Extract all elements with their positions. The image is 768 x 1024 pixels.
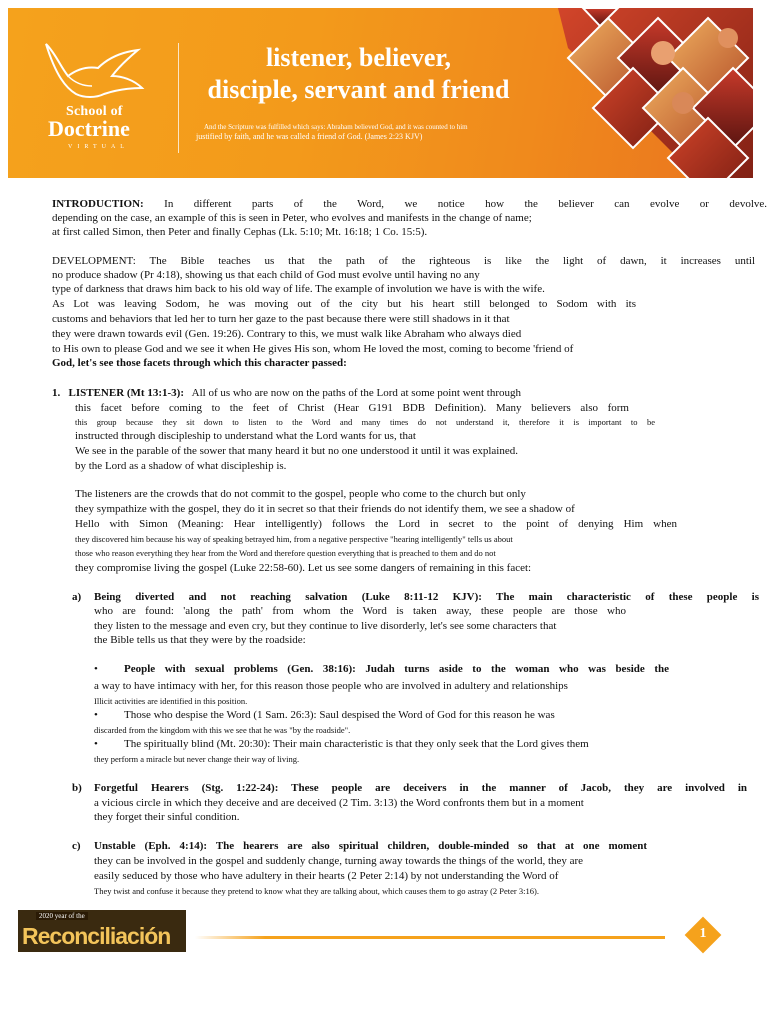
bullet-2-line-1: Those who despise the Word (1 Sam. 26:3): Saul despised the Word of God for this reason he was <box>124 709 555 721</box>
item-c-line-1: Unstable (Eph. 4:14): The hearers are also spiritual children, double-minded so that at one moment <box>94 840 647 852</box>
dev-line-4: As Lot was leaving Sodom, he was moving out of the city but his heart still belonged to Sodom with its <box>52 298 636 310</box>
listener-heading: LISTENER (Mt 13:1-3): <box>68 387 184 399</box>
bullet-1-line-2: a way to have intimacy with her, for this reason those people who are involved in adultery and relationships <box>94 680 568 692</box>
year-label: 2020 year of the <box>36 912 88 920</box>
worship-photo-collage <box>488 8 753 178</box>
listener-p2-line-2: they sympathize with the gospel, they do it in secret so that their friends do not identify them, we see a shadow of <box>75 503 575 515</box>
reconciliation-text: Reconciliación <box>22 923 171 949</box>
page-number: 1 <box>699 926 707 941</box>
dev-line-5: customs and behaviors that led her to turn her gaze to the past because there were still shadows in it that <box>52 313 510 325</box>
listener-number: 1. <box>52 387 61 399</box>
item-c-label: c) <box>72 840 81 852</box>
school-logo <box>38 36 158 150</box>
title-line-2: disciple, servant and friend <box>207 75 510 104</box>
listener-line-3: this group because they sit down to listen to the Word and many times do not understand it, therefore it is important to be <box>75 417 655 427</box>
item-b-label: b) <box>72 782 82 794</box>
item-b-line-3: they forget their sinful condition. <box>94 811 240 823</box>
verse-line-2: justified by faith, and he was called a friend of God. (James 2:23 KJV) <box>196 132 423 141</box>
listener-p2-line-4: they discovered him because his way of speaking betrayed him, from a negative perspective "hearing intelligently" tells us about <box>75 534 513 544</box>
bullet-1-line-3: Illicit activities are identified in this position. <box>94 696 248 706</box>
item-a-line-1: Being diverted and not reaching salvation (Luke 8:11-12 KJV): The main characteristic of these people is <box>94 591 759 603</box>
header-divider <box>178 43 179 153</box>
item-a-label: a) <box>72 591 82 603</box>
intro-line-3: at first called Simon, then Peter and finally Cephas (Lk. 5:10; Mt. 16:18; 1 Co. 15:5). <box>52 226 428 238</box>
listener-line-2: this facet before coming to the feet of Christ (Hear G191 BDB Definition). Many believers also form <box>75 402 629 414</box>
dev-line-6: they were drawn towards evil (Gen. 19:26). Contrary to this, we must walk like Abraham who always died <box>52 328 522 340</box>
logo-doctrine-text: Doctrine <box>48 116 130 141</box>
intro-line-2: depending on the case, an example of this is seen in Peter, who evolves and manifests in the change of name; <box>52 212 532 224</box>
page-title <box>186 42 531 106</box>
listener-line-4: instructed through discipleship to understand what the Lord wants for us, that <box>75 430 416 442</box>
listener-line-6: by the Lord as a shadow of what discipleship is. <box>75 460 287 472</box>
bullet-2-line-2: discarded from the kingdom with this we see that he was "by the roadside". <box>94 725 351 735</box>
intro-lead: INTRODUCTION: <box>52 198 144 210</box>
bullet-1-marker: • <box>94 663 98 675</box>
item-b-line-1: Forgetful Hearers (Stg. 1:22-24): These people are deceivers in the manner of Jacob, they are involved in <box>94 782 747 794</box>
dev-line-2: no produce shadow (Pr 4:18), showing us that each child of God must evolve until having no any <box>52 269 480 281</box>
dev-line-1: DEVELOPMENT: The Bible teaches us that the path of the righteous is like the light of dawn, it increases until <box>52 255 755 267</box>
item-a-line-4: the Bible tells us that they were by the roadside: <box>94 634 306 646</box>
item-a-line-3: they listen to the message and even cry, but they continue to live disorderly, let's see some characters that <box>94 620 557 632</box>
listener-heading-line <box>52 387 521 400</box>
listener-p2-line-1: The listeners are the crowds that do not commit to the gospel, people who come to the church but only <box>75 488 526 500</box>
item-b-line-2: a vicious circle in which they deceive and are deceived (2 Tim. 3:13) the Word confronts them but in a moment <box>94 797 584 809</box>
logo-school-text: School of <box>66 104 123 119</box>
item-c-line-4: They twist and confuse it because they pretend to know what they are talking about, which causes them to go astray (2 Peter 3:16). <box>94 886 539 896</box>
intro-line-1 <box>52 198 767 211</box>
listener-p2-line-6: they compromise living the gospel (Luke 22:58-60). Let us see some dangers of remaining in this facet: <box>75 562 532 574</box>
listener-line-5: We see in the parable of the sower that many heard it but no one understood it until it was explained. <box>75 445 518 457</box>
logo-virtual-text: VIRTUAL <box>68 144 129 150</box>
listener-p2-line-3: Hello with Simon (Meaning: Hear intelligently) follows the Lord in secret to the point of denying Him when <box>75 518 677 530</box>
bullet-3-line-2: they perform a miracle but never change their way of living. <box>94 754 300 764</box>
listener-line-1: All of us who are now on the paths of the Lord at some point went through <box>191 387 521 399</box>
bullet-3-marker: • <box>94 738 98 750</box>
item-c-line-3: easily seduced by those who have adultery in their hearts (2 Peter 2:14) by not understanding the Word of <box>94 870 559 882</box>
header-verse <box>196 122 486 142</box>
footer-rule <box>195 936 665 939</box>
dev-line-8: God, let's see those facets through which this character passed: <box>52 357 347 369</box>
item-c-line-2: they can be involved in the gospel and suddenly change, turning away towards the things of the world, they are <box>94 855 584 867</box>
dev-line-3: type of darkness that draws him back to his old way of life. The example of involution we have is with the wife. <box>52 283 545 295</box>
reconciliation-logo <box>18 910 186 952</box>
item-a-line-2: who are found: 'along the path' from whom the Word is taken away, these people are those who <box>94 605 626 617</box>
dev-line-7: to His own to please God and we see it when He gives His son, whom He loved the most, coming to become 'friend of <box>52 343 574 355</box>
verse-line-1: And the Scripture was fulfilled which says: Abraham believed God, and it was counted to him <box>204 123 468 131</box>
bullet-3-line-1: The spiritually blind (Mt. 20:30): Their main characteristic is that they only seek that the Lord gives them <box>124 738 589 750</box>
header-banner <box>8 8 753 178</box>
intro-line-1-text: In different parts of the Word, we notice how the believer can evolve or devolve. <box>164 198 768 210</box>
bullet-1-line-1: People with sexual problems (Gen. 38:16): Judah turns aside to the woman who was beside the <box>124 663 669 675</box>
bullet-2-marker: • <box>94 709 98 721</box>
title-line-1: listener, believer, <box>265 43 452 72</box>
listener-p2-line-5: those who reason everything they hear from the Word and therefore question everything that is preached to them and do not <box>75 548 496 558</box>
